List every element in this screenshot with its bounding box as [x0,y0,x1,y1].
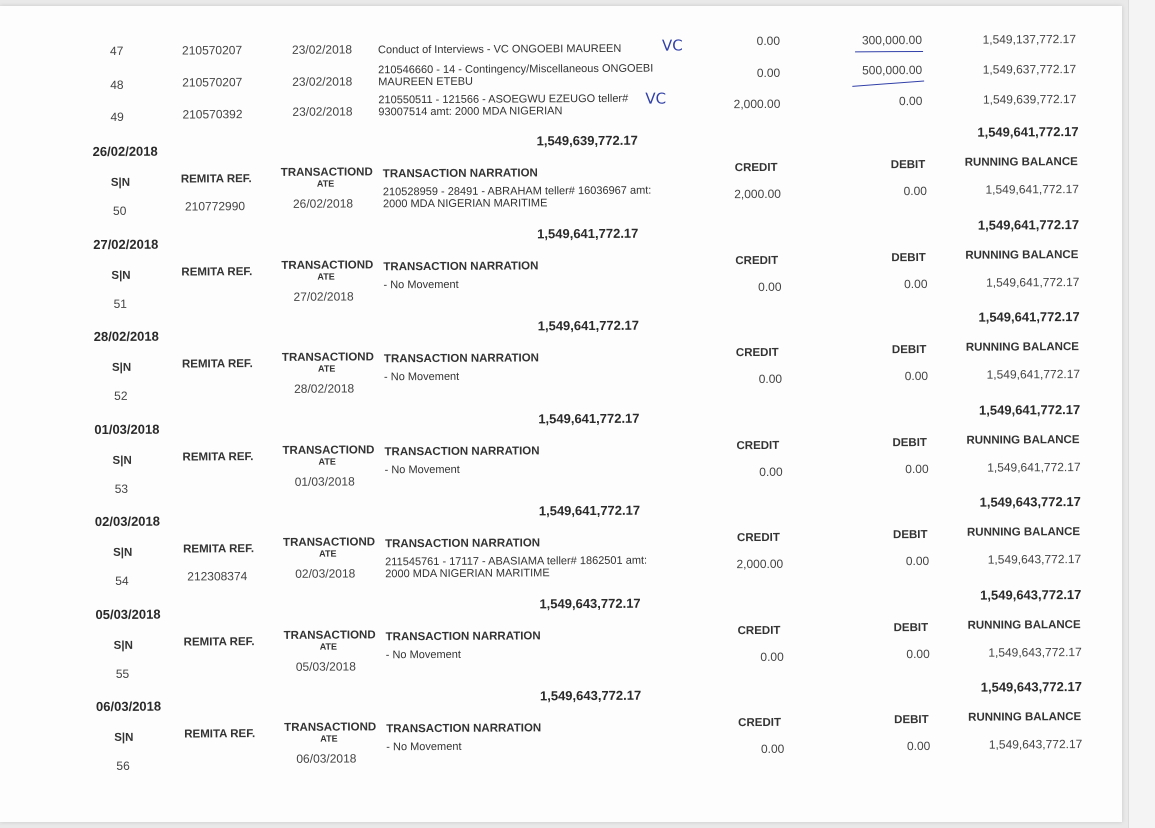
header-remita-ref: REMITA REF. [182,451,254,464]
header-running-balance: RUNNING BALANCE [966,526,1081,539]
closing-balance: 1,549,641,772.17 [977,217,1080,233]
row-running-balance: 1,549,639,772.17 [982,92,1077,107]
header-transaction-date: TRANSACTIOND [281,351,374,364]
header-debit: DEBIT [893,621,929,635]
row-narration: 211545761 - 17117 - ABASIAMA teller# 1862501 amt: 2000 MDA NIGERIAN MARITIME [385,554,648,581]
row-credit: 0.00 [756,65,781,80]
header-credit: CREDIT [736,439,780,453]
header-sn: S|N [113,639,133,652]
header-running-balance: RUNNING BALANCE [964,156,1078,169]
row-date: 28/02/2018 [294,381,355,396]
row-date: 02/03/2018 [295,566,356,581]
row-date: 06/03/2018 [296,751,357,766]
row-date: 23/02/2018 [292,74,353,89]
header-credit: CREDIT [735,346,779,360]
row-credit: 0.00 [756,33,781,48]
opening-balance: 1,549,641,772.17 [537,225,639,242]
header-credit: CREDIT [736,531,780,545]
section-date: 28/02/2018 [93,328,159,345]
section-date: 26/02/2018 [92,143,158,160]
opening-balance: 1,549,641,772.17 [538,410,640,427]
row-debit: 0.00 [905,461,929,477]
section-date: 05/03/2018 [95,606,161,623]
header-sn: S|N [110,176,131,189]
row-narration: 210546660 - 14 - Contingency/Miscellaneous ONGOEBI MAUREEN ETEBU [378,62,654,89]
row-remita-ref: 210772990 [184,199,246,214]
opening-balance: 1,549,641,772.17 [538,502,641,519]
row-remita-ref: 212308374 [187,569,248,584]
row-sn: 55 [115,666,130,681]
header-running-balance: RUNNING BALANCE [965,341,1079,354]
row-running-balance: 1,549,137,772.17 [982,32,1077,47]
row-debit: 0.00 [906,738,931,754]
row-debit: 0.00 [905,553,930,569]
row-date: 23/02/2018 [292,104,353,119]
header-transaction-date: TRANSACTIOND [281,259,374,272]
header-sn: S|N [113,546,133,559]
header-running-balance: RUNNING BALANCE [965,249,1079,262]
header-transaction-date: TRANSACTIOND [283,629,376,642]
header-credit: CREDIT [735,254,779,268]
row-narration: Conduct of Interviews - VC ONGOEBI MAUREEN [377,42,622,57]
row-date: 27/02/2018 [293,289,354,304]
row-running-balance: 1,549,641,772.17 [987,460,1081,475]
row-credit: 0.00 [760,649,784,664]
handwritten-tick-mark: VC [645,89,667,108]
row-running-balance: 1,549,641,772.17 [985,275,1080,290]
opening-balance: 1,549,639,772.17 [536,132,638,149]
opening-balance: 1,549,643,772.17 [539,687,642,704]
header-sn: S|N [114,731,134,744]
row-running-balance: 1,549,641,772.17 [985,182,1079,197]
row-credit: 2,000.00 [733,96,781,112]
row-narration: - No Movement [386,740,462,754]
header-transaction-date: TRANSACTIOND [284,721,377,734]
ledger-page [0,6,1122,822]
row-running-balance: 1,549,641,772.17 [986,367,1081,382]
row-sn: 54 [115,573,129,588]
row-sn: 48 [110,77,124,92]
header-narration: TRANSACTION NARRATION [385,537,541,551]
row-credit: 0.00 [760,741,785,756]
header-transaction-date-wrap: ATE [319,548,337,559]
row-debit: 0.00 [904,368,929,384]
row-sn: 50 [112,203,127,218]
section-date: 01/03/2018 [94,421,160,438]
row-remita-ref: 210570207 [182,75,243,90]
row-debit: 500,000.00 [862,62,923,78]
section-date: 27/02/2018 [93,236,159,253]
section-date: 06/03/2018 [95,698,162,715]
row-credit: 2,000.00 [736,556,784,572]
row-running-balance: 1,549,637,772.17 [982,62,1077,77]
handwritten-underline [855,51,923,52]
row-debit: 0.00 [906,646,930,662]
header-debit: DEBIT [890,158,926,172]
header-remita-ref: REMITA REF. [180,173,252,186]
row-narration: - No Movement [383,278,459,292]
header-running-balance: RUNNING BALANCE [967,619,1081,632]
header-sn: S|N [111,361,132,374]
header-narration: TRANSACTION NARRATION [385,630,541,644]
header-narration: TRANSACTION NARRATION [384,445,540,459]
row-running-balance: 1,549,643,772.17 [988,645,1082,660]
row-credit: 0.00 [758,371,783,386]
row-narration: 210550511 - 121566 - ASOEGWU EZEUGO teller# 93007514 amt: 2000 MDA NIGERIAN [378,92,629,119]
row-running-balance: 1,549,643,772.17 [987,552,1082,567]
closing-balance: 1,549,643,772.17 [980,587,1082,603]
header-debit: DEBIT [891,251,926,265]
table-row [0,6,1122,58]
header-transaction-date-wrap: ATE [317,271,335,282]
row-sn: 47 [109,43,124,58]
header-transaction-date-wrap: ATE [318,456,336,467]
handwritten-tick-mark: VC [661,36,683,55]
row-sn: 53 [114,481,129,496]
header-debit: DEBIT [894,713,929,727]
header-remita-ref: REMITA REF. [181,358,253,371]
header-credit: CREDIT [737,624,781,638]
closing-balance: 1,549,643,772.17 [980,679,1082,695]
header-remita-ref: REMITA REF. [183,543,255,556]
row-narration: - No Movement [383,370,460,384]
header-running-balance: RUNNING BALANCE [966,434,1080,447]
row-date: 26/02/2018 [292,196,354,211]
closing-balance: 1,549,643,772.17 [979,494,1081,510]
opening-balance: 1,549,643,772.17 [539,595,641,612]
ledger-content [0,6,1122,822]
header-transaction-date: TRANSACTIOND [280,166,373,179]
header-transaction-date-wrap: ATE [320,733,338,744]
opening-balance: 1,549,641,772.17 [537,317,639,334]
header-transaction-date-wrap: ATE [319,641,338,652]
row-debit: 0.00 [903,183,927,199]
header-transaction-date: TRANSACTIOND [283,536,376,549]
header-sn: S|N [112,454,132,467]
closing-balance: 1,549,641,772.17 [978,309,1080,325]
header-narration: TRANSACTION NARRATION [386,722,542,736]
row-credit: 0.00 [758,279,782,294]
row-date: 05/03/2018 [295,659,356,674]
row-date: 01/03/2018 [294,474,355,489]
header-debit: DEBIT [892,436,927,450]
header-narration: TRANSACTION NARRATION [383,260,539,274]
header-remita-ref: REMITA REF. [183,636,255,649]
row-running-balance: 1,549,643,772.17 [988,737,1083,752]
header-transaction-date-wrap: ATE [317,363,336,374]
row-narration: 210528959 - 28491 - ABRAHAM teller# 16036967 amt: 2000 MDA NIGERIAN MARITIME [382,184,652,211]
row-remita-ref: 210570207 [181,43,243,58]
header-narration: TRANSACTION NARRATION [382,167,538,181]
header-remita-ref: REMITA REF. [184,728,256,741]
header-credit: CREDIT [738,716,781,730]
header-transaction-date-wrap: ATE [316,178,335,189]
closing-balance: 1,549,641,772.17 [977,124,1079,140]
row-debit: 0.00 [898,93,923,109]
header-narration: TRANSACTION NARRATION [383,352,539,366]
header-remita-ref: REMITA REF. [181,266,253,279]
row-sn: 56 [116,758,130,773]
header-credit: CREDIT [734,161,778,175]
header-sn: S|N [111,269,131,282]
row-debit: 0.00 [904,276,928,292]
handwritten-underline [852,80,924,86]
row-debit: 300,000.00 [861,32,923,48]
row-date: 23/02/2018 [291,42,353,57]
row-sn: 51 [113,296,127,311]
header-debit: DEBIT [891,343,927,357]
header-running-balance: RUNNING BALANCE [968,711,1082,724]
row-remita-ref: 210570392 [182,107,243,122]
header-debit: DEBIT [892,528,928,542]
adjacent-page-edge [1128,0,1155,828]
header-transaction-date: TRANSACTIOND [282,444,375,457]
row-credit: 0.00 [759,464,783,479]
section-date: 02/03/2018 [94,513,161,530]
row-narration: - No Movement [385,648,461,662]
row-narration: - No Movement [384,463,460,477]
closing-balance: 1,549,641,772.17 [978,402,1081,418]
row-sn: 49 [110,109,124,124]
row-credit: 2,000.00 [734,186,781,202]
row-sn: 52 [114,388,128,403]
